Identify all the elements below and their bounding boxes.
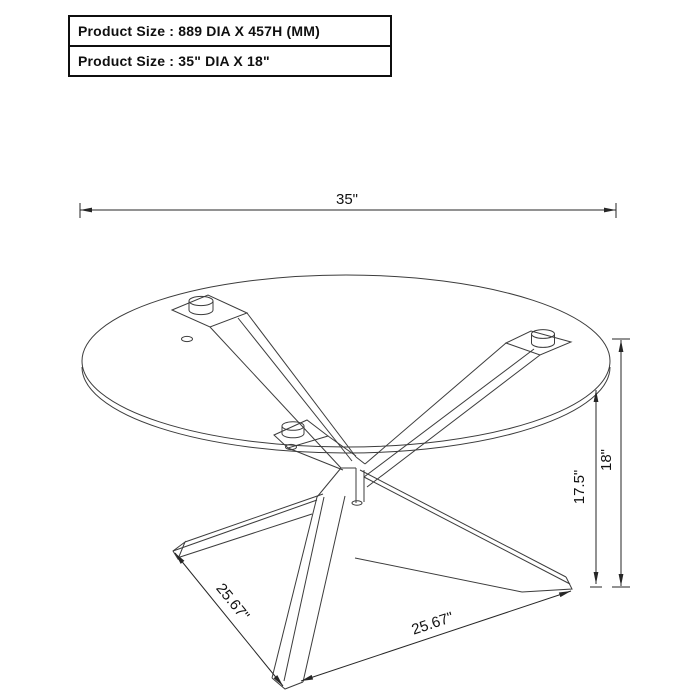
glass-top-surface bbox=[82, 275, 610, 447]
foot-right bbox=[522, 577, 572, 592]
bolt-hole-back-left bbox=[182, 336, 193, 341]
dim-base-span-left bbox=[175, 553, 283, 686]
dim-top-diameter bbox=[80, 191, 616, 218]
dim-base-span-right bbox=[301, 591, 571, 681]
leg-front bbox=[272, 496, 345, 689]
dim-label-height-under-glass: 17.5" bbox=[571, 469, 588, 505]
dim-label-base-span-left: 25.67" bbox=[212, 580, 253, 625]
leg-right bbox=[355, 470, 572, 592]
dim-label-top-diameter: 35" bbox=[335, 191, 359, 208]
hub-bolt bbox=[352, 501, 362, 505]
support-pad-back-left bbox=[172, 295, 247, 342]
glass-bottom-rim bbox=[82, 367, 610, 453]
dim-label-total-height: 18" bbox=[598, 448, 615, 472]
spec-row-metric: Product Size : 889 DIA X 457H (MM) bbox=[78, 23, 320, 39]
spec-row-imperial: Product Size : 35" DIA X 18" bbox=[70, 45, 390, 75]
foot-front bbox=[272, 678, 303, 689]
dim-label-base-span-right: 25.67" bbox=[409, 608, 456, 639]
glass-top bbox=[82, 275, 610, 453]
strut-right bbox=[364, 343, 540, 487]
support-pad-right bbox=[506, 330, 571, 355]
dim-total-height bbox=[598, 339, 630, 587]
dim-height-under-glass bbox=[571, 390, 602, 587]
leg-left bbox=[173, 494, 323, 559]
